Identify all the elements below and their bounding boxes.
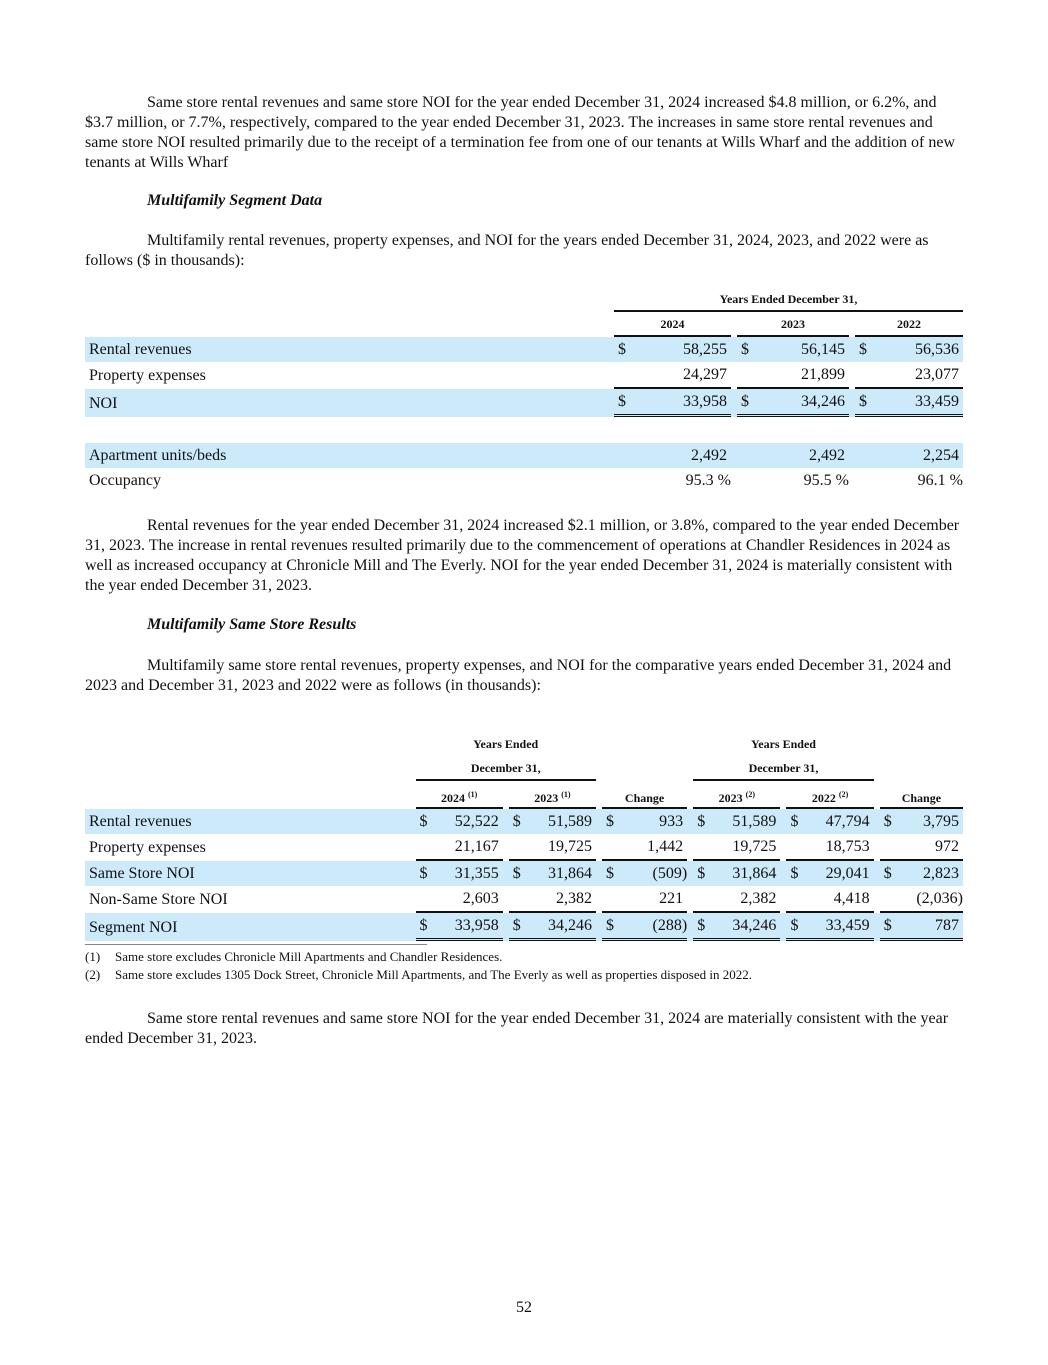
currency-symbol: $ — [509, 913, 527, 941]
currency-symbol: $ — [697, 865, 706, 882]
currency-symbol: $ — [741, 341, 749, 358]
segment-year-header: 2023 — [737, 312, 849, 337]
cell-value: 33,958 — [634, 389, 731, 417]
currency-symbol: $ — [606, 865, 615, 882]
segment-heading: Multifamily Segment Data — [147, 192, 323, 209]
currency-symbol: $ — [790, 813, 799, 830]
cell-value: 2,492 — [809, 447, 845, 464]
cell-value: 47,794 — [825, 813, 870, 830]
cell-value: 23,077 — [875, 362, 963, 389]
same-store-table — [85, 731, 963, 941]
row-label: Property expenses — [89, 839, 206, 856]
cell-value: 3,795 — [923, 813, 959, 830]
column-header: Change — [880, 781, 963, 809]
group2-header-line1: Years Ended — [750, 736, 816, 751]
currency-symbol — [416, 834, 434, 861]
row-label: Property expenses — [89, 367, 206, 384]
cell-value: 221 — [620, 886, 687, 913]
cell-value: 31,355 — [454, 865, 499, 882]
cell-value: 95.5 % — [803, 472, 849, 489]
cell-value: 34,246 — [527, 913, 596, 941]
currency-symbol — [509, 834, 527, 861]
currency-symbol — [786, 886, 804, 913]
cell-value: 34,246 — [711, 913, 780, 941]
group2-header-line2: December 31, — [693, 756, 873, 781]
cell-value: 21,167 — [434, 834, 503, 861]
cell-value: 31,864 — [732, 865, 777, 882]
cell-value: 31,864 — [547, 865, 592, 882]
table-row — [85, 886, 963, 913]
currency-symbol: $ — [419, 865, 428, 882]
segment-discussion: Rental revenues for the year ended December 31, 2024 increased $2.1 million, or 3.8%, compared to the year ended December 31, 2023. The increase in rental revenues resulted primarily due to the commencement of operations at Chandler Residences in 2024 as well as increased occupancy at Chronicle Mill and The Everly. NOI for the year ended December 31, 2024 is materially consistent with the year ended December 31, 2023. — [85, 517, 960, 594]
closing-paragraph: Same store rental revenues and same store NOI for the year ended December 31, 2024 are materially consistent with the year ended December 31, 2023. — [85, 1010, 949, 1047]
footnote: (2) Same store excludes 1305 Dock Street, Chronicle Mill Apartments, and The Everly as well as properties disposed in 2022. — [85, 967, 752, 982]
currency-symbol — [737, 362, 757, 389]
row-label: Occupancy — [89, 472, 161, 489]
cell-value: 33,459 — [875, 389, 963, 417]
page-number: 52 — [516, 1299, 532, 1316]
cell-value: 18,753 — [805, 834, 874, 861]
table-row — [85, 443, 963, 468]
table-row — [85, 809, 963, 834]
segment-year-header: 2024 — [614, 312, 731, 337]
currency-symbol: $ — [419, 813, 428, 830]
table-row — [85, 362, 963, 389]
currency-symbol — [602, 834, 620, 861]
cell-value: 972 — [898, 834, 963, 861]
column-header: 2024 $^{(1)}$ — [416, 781, 503, 809]
cell-value: 4,418 — [805, 886, 874, 913]
cell-value: 2,823 — [923, 865, 959, 882]
column-header: 2022 $^{(2)}$ — [786, 781, 873, 809]
cell-value: 2,254 — [923, 447, 959, 464]
segment-group-header: Years Ended December 31, — [614, 287, 963, 312]
table-row — [85, 913, 963, 941]
currency-symbol — [602, 886, 620, 913]
currency-symbol: $ — [786, 913, 804, 941]
cell-value: 2,382 — [527, 886, 596, 913]
cell-value: 29,041 — [825, 865, 870, 882]
cell-value: 58,255 — [683, 341, 727, 358]
group1-header-line1: Years Ended — [473, 736, 539, 751]
column-header: 2023 $^{(2)}$ — [693, 781, 780, 809]
cell-value: 2,492 — [691, 447, 727, 464]
currency-symbol: $ — [883, 865, 892, 882]
cell-value: 33,958 — [434, 913, 503, 941]
currency-symbol: $ — [697, 813, 706, 830]
currency-symbol — [855, 362, 875, 389]
cell-value: 2,603 — [434, 886, 503, 913]
row-label: Apartment units/beds — [89, 447, 227, 464]
currency-symbol: $ — [416, 913, 434, 941]
column-header: 2023 $^{(1)}$ — [509, 781, 596, 809]
intro-paragraph: Same store rental revenues and same store NOI for the year ended December 31, 2024 increased $4.8 million, or 6.2%, and $3.7 million, or 7.7%, respectively, compared to the year ended December 31, 2023. The increases in same store rental revenues and same store NOI resulted primarily due to the receipt of a termination fee from one of our tenants at Wills Wharf and the addition of new tenants at Wills Wharf — [85, 94, 956, 171]
currency-symbol — [880, 834, 898, 861]
cell-value: 33,459 — [805, 913, 874, 941]
currency-symbol: $ — [880, 913, 898, 941]
currency-symbol: $ — [618, 341, 626, 358]
currency-symbol — [509, 886, 527, 913]
currency-symbol — [416, 886, 434, 913]
table-row — [85, 468, 963, 493]
cell-value: 19,725 — [711, 834, 780, 861]
cell-value: 95.3 % — [685, 472, 731, 489]
cell-value: 51,589 — [732, 813, 777, 830]
same-store-heading: Multifamily Same Store Results — [147, 616, 357, 633]
footnotes — [85, 944, 752, 984]
cell-value: 52,522 — [454, 813, 499, 830]
currency-symbol: $ — [855, 389, 875, 417]
row-label: Rental revenues — [89, 341, 192, 358]
currency-symbol: $ — [606, 813, 615, 830]
row-label: Non-Same Store NOI — [89, 891, 228, 908]
table-row — [85, 337, 963, 362]
currency-symbol: $ — [512, 813, 521, 830]
currency-symbol — [614, 362, 634, 389]
currency-symbol: $ — [790, 865, 799, 882]
footnote: (1) Same store excludes Chronicle Mill Apartments and Chandler Residences. — [85, 949, 503, 964]
cell-value: 24,297 — [634, 362, 731, 389]
cell-value: 933 — [659, 813, 684, 830]
cell-value: 56,536 — [915, 341, 959, 358]
currency-symbol: $ — [859, 341, 867, 358]
cell-value: 1,442 — [620, 834, 687, 861]
row-label: NOI — [89, 394, 118, 412]
currency-symbol: $ — [602, 913, 620, 941]
cell-value: 96.1 % — [917, 472, 963, 489]
cell-value: 56,145 — [801, 341, 845, 358]
segment-year-header: 2022 — [855, 312, 963, 337]
cell-value: 34,246 — [757, 389, 849, 417]
group1-header-line2: December 31, — [416, 756, 596, 781]
cell-value: 787 — [898, 913, 963, 941]
currency-symbol: $ — [693, 913, 711, 941]
cell-value: (2,036) — [898, 886, 963, 913]
currency-symbol — [693, 834, 711, 861]
table-row — [85, 389, 963, 417]
column-header: Change — [602, 781, 687, 809]
cell-value: 21,899 — [757, 362, 849, 389]
currency-symbol: $ — [737, 389, 757, 417]
cell-value: (288) — [620, 913, 687, 941]
cell-value: 2,382 — [711, 886, 780, 913]
currency-symbol: $ — [883, 813, 892, 830]
table-row — [85, 861, 963, 886]
cell-value: (509) — [652, 865, 688, 882]
row-label: Segment NOI — [89, 918, 178, 936]
currency-symbol — [786, 834, 804, 861]
footnote-divider — [85, 944, 427, 945]
row-label: Same Store NOI — [89, 865, 195, 882]
cell-value: 19,725 — [527, 834, 596, 861]
segment-table — [85, 287, 963, 493]
currency-symbol: $ — [512, 865, 521, 882]
segment-intro: Multifamily rental revenues, property expenses, and NOI for the years ended December 31, 2024, 2023, and 2022 were as follows ($ in thousands): — [85, 232, 929, 269]
currency-symbol: $ — [614, 389, 634, 417]
table-row — [85, 834, 963, 861]
row-label: Rental revenues — [89, 813, 192, 830]
same-store-intro: Multifamily same store rental revenues, property expenses, and NOI for the comparative years ended December 31, 2024 and 2023 and December 31, 2023 and 2022 were as follows (in thousands): — [85, 657, 952, 694]
cell-value: 51,589 — [547, 813, 592, 830]
currency-symbol — [880, 886, 898, 913]
currency-symbol — [693, 886, 711, 913]
